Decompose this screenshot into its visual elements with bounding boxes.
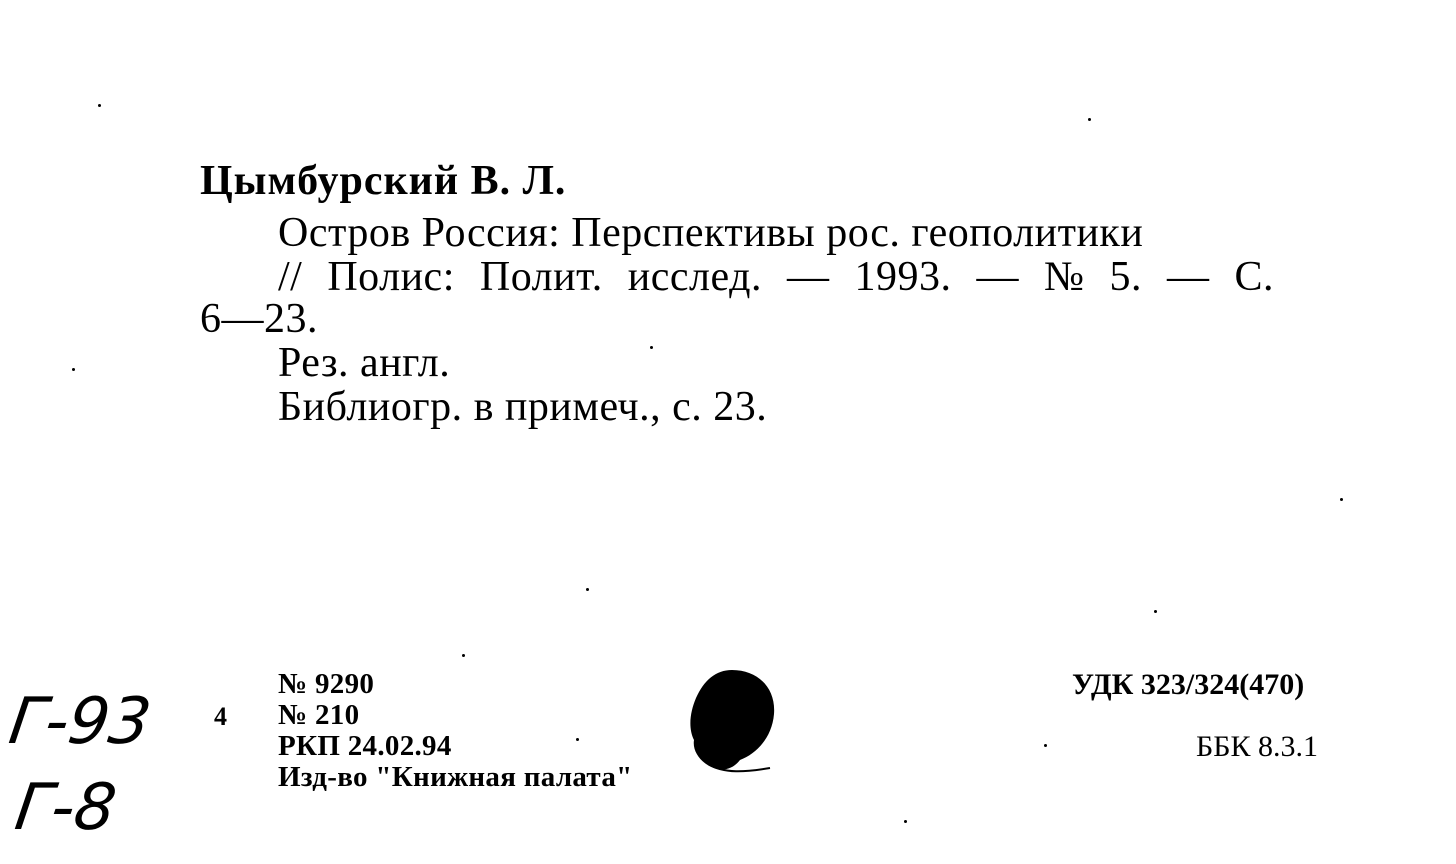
source-citation: // Полис: Полит. исслед. — 1993. — № 5. — С. [278,254,1275,300]
speck [1154,610,1157,613]
card-number: № 9290 [278,668,375,700]
speck [576,738,579,741]
speck [904,820,907,823]
copies-marker: 4 [214,702,227,731]
work-title: Остров Россия: Перспективы рос. геополитики [278,210,1144,256]
speck [650,346,653,349]
rkp-date: РКП 24.02.94 [278,730,452,762]
speck [98,104,101,107]
speck [1088,118,1091,121]
speck [1044,744,1047,747]
publisher: Изд-во "Книжная палата" [278,761,633,793]
page-range: 6—23. [200,296,318,342]
ink-blot [680,668,780,778]
handwritten-code-2: Г-8 [10,771,121,845]
summary-note: Рез. англ. [278,340,451,386]
speck [462,654,465,657]
bibliography-note: Библиогр. в примеч., с. 23. [278,384,768,430]
author-name: Цымбурский В. Л. [200,158,567,204]
handwritten-code-1: Г-93 [4,685,156,759]
bbk-code: ББК 8.3.1 [1196,730,1318,763]
speck [72,368,75,371]
speck [586,588,589,591]
series-number: № 210 [278,699,360,731]
speck [1340,498,1343,501]
udk-code: УДК 323/324(470) [1072,668,1305,701]
